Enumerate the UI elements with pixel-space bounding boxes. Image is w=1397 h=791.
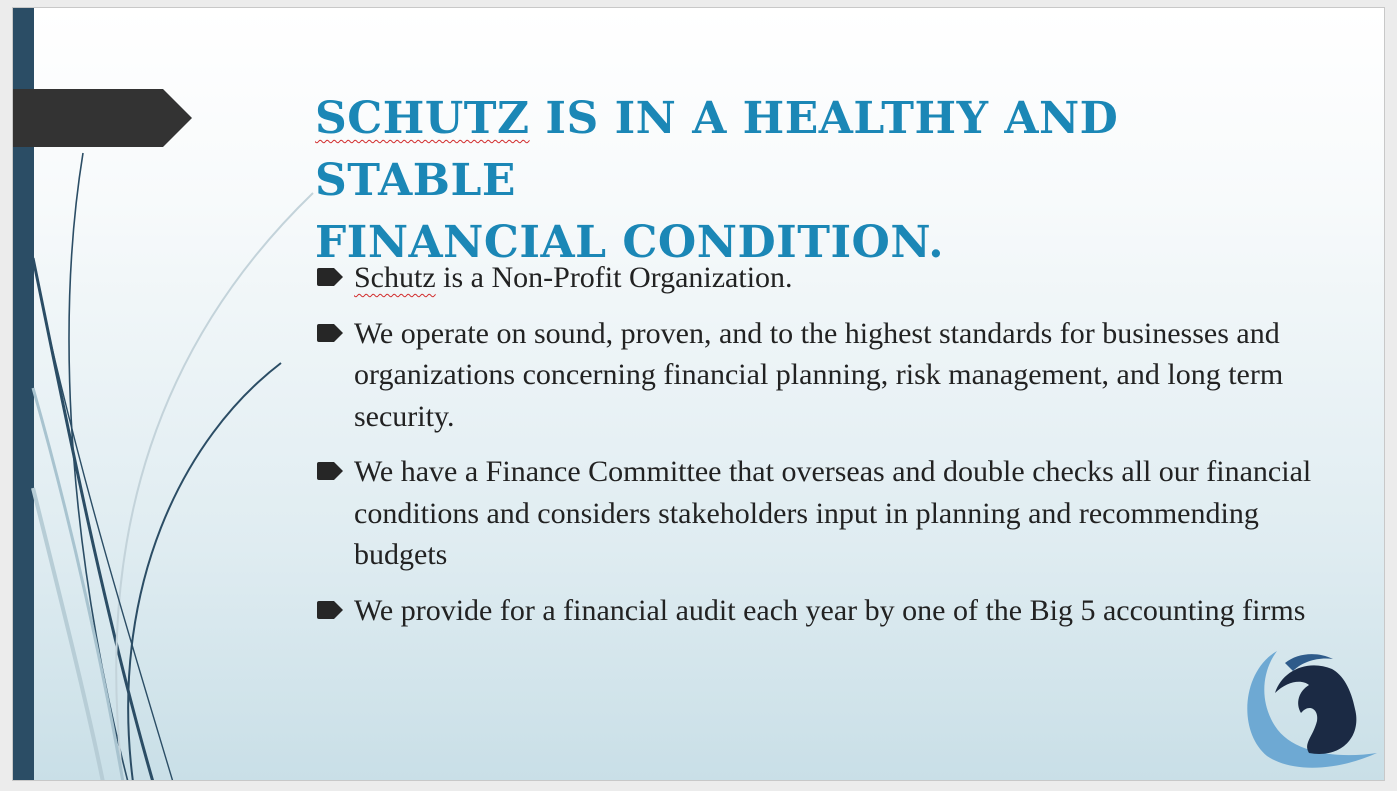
bullet-4-text: We provide for a financial audit each year by one of the Big 5 accounting firms (354, 593, 1306, 627)
title-line2: FINANCIAL CONDITION. (315, 217, 945, 268)
bullet-item-1 (315, 257, 1315, 299)
bullet-item-4 (315, 590, 1315, 632)
bullet-list[interactable] (315, 257, 1315, 645)
bullet-3-text: We have a Finance Committee that overseas and double checks all our financial conditions and considers stakeholders input in planning and recommending budgets (354, 455, 1312, 571)
arrow-right-icon (317, 462, 343, 480)
slide-canvas[interactable] (12, 7, 1385, 781)
arrow-right-icon (317, 268, 343, 286)
title-tab-arrow (13, 89, 192, 147)
eagle-logo-icon (1237, 641, 1377, 771)
title-line1-rest: IS IN A HEALTHY AND STABLE (315, 93, 1119, 206)
arrow-right-icon (317, 324, 343, 342)
title-word-schutz: SCHUTZ (315, 93, 530, 144)
arrow-right-icon (317, 601, 343, 619)
bullet-item-2 (315, 313, 1315, 438)
bullet-item-3 (315, 451, 1315, 576)
bullet-1-text: is a Non-Profit Organization. (435, 261, 793, 294)
bullet-1-underlined-word: Schutz (354, 261, 436, 294)
slide-title[interactable] (315, 88, 1315, 274)
bullet-2-text: We operate on sound, proven, and to the highest standards for businesses and organizations concerning financial planning, risk management, and long term security. (354, 316, 1284, 433)
